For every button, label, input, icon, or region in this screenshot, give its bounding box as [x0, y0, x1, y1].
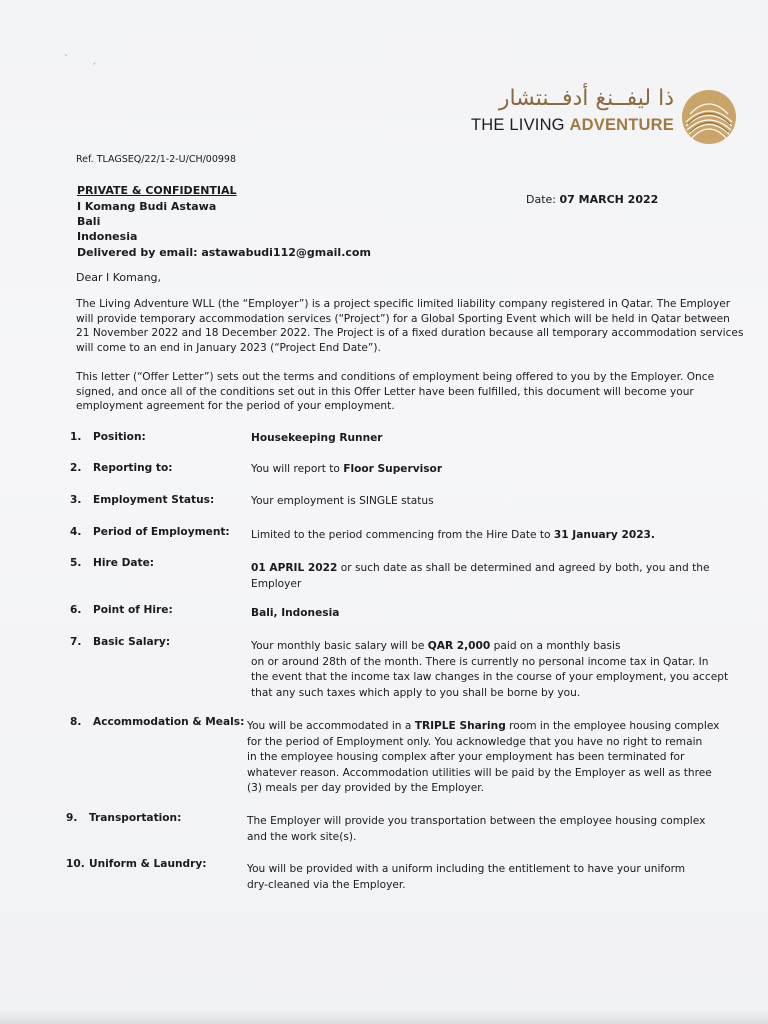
uniform-line: You will be provided with a uniform including the entitlement to have your uniform — [247, 863, 686, 875]
item-label-accommodation: Accommodation & Meals: — [93, 716, 245, 728]
item-value-hire-date — [251, 561, 710, 592]
period-bold: 31 January 2023. — [553, 529, 655, 541]
accommodation-line: (3) meals per day provided by the Employer. — [247, 782, 485, 794]
item-value-reporting — [251, 462, 701, 478]
item-number: 1. — [70, 431, 82, 443]
item-number: 5. — [70, 557, 82, 569]
greeting: Dear I Komang, — [76, 271, 162, 284]
paragraph-line: The Living Adventure WLL (the “Employer”) is a project specific limited liability company registered in Qatar. The Employer — [76, 298, 731, 310]
item-value-position — [251, 431, 701, 447]
salary-text-post: paid on a monthly basis — [490, 640, 621, 652]
item-number: 6. — [70, 604, 82, 616]
item-label-employment-status: Employment Status: — [93, 494, 215, 506]
company-logo — [460, 86, 740, 146]
accommodation-line: for the period of Employment only. You acknowledge that you have no right to remain — [247, 735, 703, 748]
accommodation-text: You will be accommodated in a — [247, 720, 415, 732]
item-label-reporting: Reporting to: — [93, 462, 173, 474]
logo-name-part1: THE LIVING — [471, 116, 570, 134]
item-label-hire-date: Hire Date: — [93, 557, 155, 569]
paragraph-line: signed, and once all of the conditions set out in this Offer Letter have been fulfilled, this document will become your — [76, 385, 694, 398]
item-label-transportation: Transportation: — [89, 812, 182, 824]
item-label-uniform: Uniform & Laundry: — [89, 858, 207, 870]
salary-text: Your monthly basic salary will be — [251, 640, 428, 652]
item-value-basic-salary — [251, 639, 729, 701]
item-label-position: Position: — [93, 431, 146, 443]
item-number: 8. — [70, 716, 82, 728]
private-confidential-heading: PRIVATE & CONFIDENTIAL — [77, 184, 237, 197]
delivered-by-email: Delivered by email: astawabudi112@gmail.com — [77, 246, 371, 259]
intro-paragraph — [76, 297, 744, 355]
uniform-line: dry-cleaned via the Employer. — [247, 878, 406, 891]
item-label-point-of-hire: Point of Hire: — [93, 604, 173, 616]
item-number: 10. — [66, 858, 85, 870]
paragraph-line: This letter (“Offer Letter”) sets out the terms and conditions of employment being offered to you by the Employer. Once — [76, 371, 715, 383]
salary-line: the event that the income tax law changes in the course of your employment, you accept — [251, 671, 729, 683]
hire-date-text: or such date as shall be determined and agreed by both, you and the — [337, 562, 710, 574]
paragraph-line: will provide temporary accommodation services (“Project”) for a Global Sporting Event which will be held in Qatar between — [76, 312, 730, 325]
reporting-bold: Floor Supervisor — [343, 463, 443, 475]
letter-date — [526, 192, 658, 207]
logo-name — [471, 116, 674, 135]
item-value-point-of-hire — [251, 606, 701, 622]
date-label: Date: — [526, 193, 560, 206]
accommodation-text-post: room in the employee housing complex — [505, 720, 720, 732]
position-value: Housekeeping Runner — [251, 432, 383, 444]
item-value-transportation — [247, 814, 706, 845]
item-label-basic-salary: Basic Salary: — [93, 636, 171, 648]
reporting-text: You will report to — [251, 463, 344, 475]
salary-line: on or around 28th of the month. There is currently no personal income tax in Qatar. In — [251, 655, 709, 668]
paragraph-line: employment agreement for the period of your employment. — [76, 400, 395, 412]
accommodation-line: in the employee housing complex after your employment has been terminated for — [247, 751, 685, 763]
logo-swirl-icon — [680, 88, 738, 146]
hire-date-line2: Employer — [251, 577, 302, 590]
accommodation-line: whatever reason. Accommodation utilities will be paid by the Employer as well as three — [247, 766, 712, 779]
transportation-line: and the work site(s). — [247, 830, 357, 843]
item-number: 3. — [70, 494, 82, 506]
item-number: 2. — [70, 462, 82, 474]
date-value: 07 MARCH 2022 — [559, 193, 659, 206]
recipient-city: Bali — [77, 215, 101, 228]
logo-arabic-text: ذا ليفــنغ أدفــنتشار — [498, 86, 674, 111]
salary-bold: QAR 2,000 — [427, 640, 491, 652]
item-label-period: Period of Employment: — [93, 526, 230, 538]
item-value-period — [251, 528, 701, 544]
recipient-country: Indonesia — [77, 230, 138, 243]
paragraph-line: will come to an end in January 2023 (“Project End Date”). — [76, 341, 381, 354]
item-value-employment-status — [251, 494, 701, 510]
scan-mark: ˋ ˏ — [64, 54, 97, 65]
transportation-line: The Employer will provide you transportation between the employee housing complex — [247, 815, 706, 827]
reference-number: Ref. TLAGSEQ/22/1-2-U/CH/00998 — [76, 154, 237, 165]
employment-status-text: Your employment is SINGLE status — [251, 495, 434, 507]
scan-edge — [0, 1010, 768, 1024]
item-value-uniform — [247, 862, 697, 893]
point-of-hire-text: Bali, Indonesia — [251, 607, 340, 619]
accommodation-bold: TRIPLE Sharing — [414, 720, 506, 732]
offer-paragraph — [76, 370, 730, 414]
hire-date-bold: 01 APRIL 2022 — [251, 562, 338, 574]
item-number: 4. — [70, 526, 82, 538]
item-value-accommodation — [247, 719, 720, 797]
paragraph-line: 21 November 2022 and 18 December 2022. The Project is of a fixed duration because all temporary accommodation services — [76, 327, 744, 339]
item-number: 9. — [66, 812, 78, 824]
salary-line: that any such taxes which apply to you shall be borne by you. — [251, 686, 581, 699]
logo-name-part2: ADVENTURE — [569, 116, 674, 134]
period-text: Limited to the period commencing from the Hire Date to — [251, 529, 554, 541]
item-number: 7. — [70, 636, 82, 648]
recipient-name: I Komang Budi Astawa — [77, 200, 217, 213]
